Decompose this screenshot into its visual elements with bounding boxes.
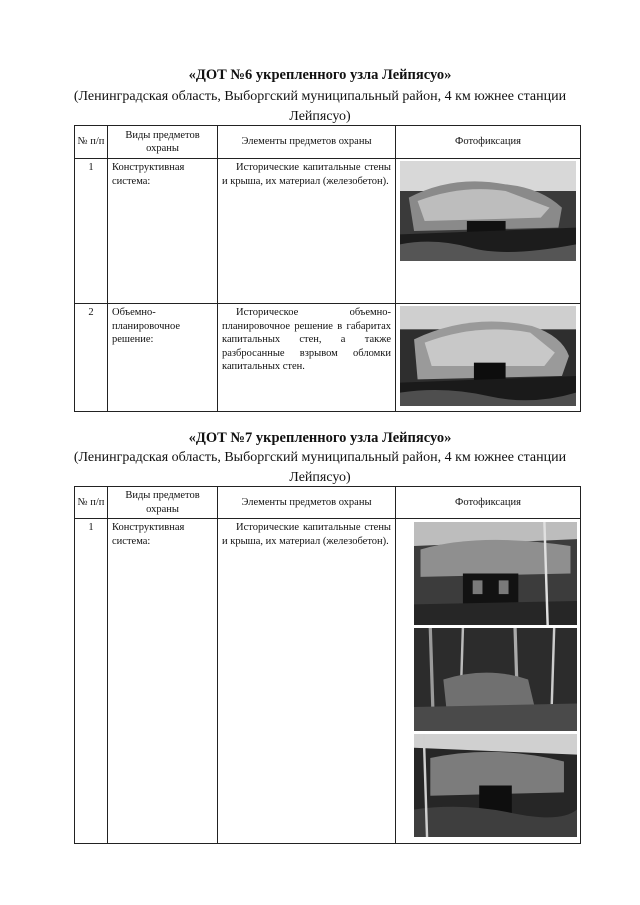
section-1-location (70, 87, 570, 127)
bunker-photo (414, 628, 577, 731)
section-2-location-line2: Лейпясуо) (289, 470, 351, 485)
section-1-title: «ДОТ №6 укрепленного узла Лейпясуо» (188, 67, 452, 83)
header-elements: Элементы предметов охраны (218, 126, 396, 159)
table-header-row (75, 487, 581, 519)
bunker-photo (400, 306, 576, 406)
row-elements: Историческое объемно-планировочное решение в габаритах капитальных стен, а также разбросанные взрывом обломки капитальных стен. (218, 304, 396, 412)
table-row (75, 304, 581, 412)
section-2-location (70, 448, 570, 488)
header-num: № п/п (75, 487, 108, 519)
table-row (75, 159, 581, 304)
section-2-table (74, 486, 581, 844)
row-photo-cell (396, 159, 581, 304)
bunker-photo (414, 734, 577, 837)
section-1-location-line2: Лейпясуо) (289, 109, 351, 124)
section-2-title: «ДОТ №7 укрепленного узла Лейпясуо» (188, 430, 452, 446)
header-num: № п/п (75, 126, 108, 159)
section-2-location-line1: (Ленинградская область, Выборгский муниципальный район, 4 км южнее станции (73, 450, 567, 465)
header-type: Виды предметов охраны (108, 487, 218, 519)
header-photo: Фотофиксация (396, 487, 581, 519)
row-photo-cell (396, 304, 581, 412)
header-type: Виды предметов охраны (108, 126, 218, 159)
section-1-table (74, 125, 581, 412)
table-header-row (75, 126, 581, 159)
row-type: Объемно-планировочное решение: (108, 304, 218, 412)
row-num: 1 (75, 159, 108, 304)
bunker-photo (400, 161, 576, 261)
section-1-location-line1: (Ленинградская область, Выборгский муниципальный район, 4 км южнее станции (73, 89, 567, 104)
row-elements: Исторические капитальные стены и крыша, их материал (железобетон). (218, 519, 396, 844)
row-num: 1 (75, 519, 108, 844)
row-photo-cell (396, 519, 581, 844)
header-elements: Элементы предметов охраны (218, 487, 396, 519)
row-type: Конструктивная система: (108, 159, 218, 304)
table-row (75, 519, 581, 844)
header-photo: Фотофиксация (396, 126, 581, 159)
row-num: 2 (75, 304, 108, 412)
bunker-photo (414, 522, 577, 625)
row-type: Конструктивная система: (108, 519, 218, 844)
row-elements: Исторические капитальные стены и крыша, их материал (железобетон). (218, 159, 396, 304)
